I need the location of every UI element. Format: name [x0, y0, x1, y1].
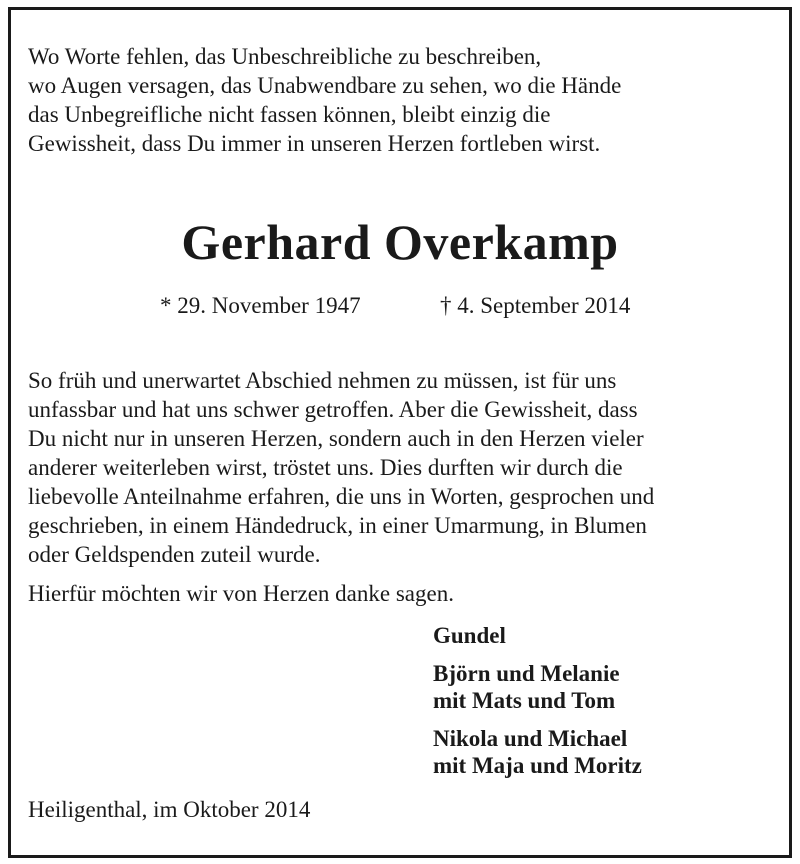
message-line: liebevolle Anteilnahme erfahren, die uns in Worten, gesprochen und: [28, 484, 655, 509]
poem-line: wo Augen versagen, das Unabwendbare zu sehen, wo die Hände: [28, 73, 622, 98]
poem-line: Wo Worte fehlen, das Unbeschreibliche zu beschreiben,: [28, 44, 542, 69]
message-line: anderer weiterleben wirst, tröstet uns. Dies durften wir durch die: [28, 455, 623, 480]
death-date: † 4. September 2014: [440, 293, 631, 318]
message-line: oder Geldspenden zuteil wurde.: [28, 542, 321, 567]
message-line: So früh und unerwartet Abschied nehmen zu müssen, ist für uns: [28, 368, 617, 393]
opening-poem: [28, 42, 768, 158]
signatures: [433, 622, 642, 790]
poem-line: Gewissheit, dass Du immer in unseren Herzen fortleben wirst.: [28, 131, 601, 156]
thank-you-message: [28, 366, 778, 569]
signature-line: Gundel: [433, 623, 506, 648]
signature-line: Björn und Melanie: [433, 661, 620, 686]
signature-line: mit Maja und Moritz: [433, 753, 642, 778]
signature-line: Nikola und Michael: [433, 726, 628, 751]
message-line: unfassbar und hat uns schwer getroffen. Aber die Gewissheit, dass: [28, 397, 638, 422]
deceased-name: Gerhard Overkamp: [181, 214, 619, 270]
signature-group: [433, 622, 642, 649]
message-line: geschrieben, in einem Händedruck, in einer Umarmung, in Blumen: [28, 513, 647, 538]
birth-date: * 29. November 1947: [160, 293, 361, 318]
message-line: Du nicht nur in unseren Herzen, sondern auch in den Herzen vieler: [28, 426, 644, 451]
place-and-date: Heiligenthal, im Oktober 2014: [28, 797, 311, 822]
signature-group: [433, 725, 642, 779]
signature-group: [433, 660, 642, 714]
poem-line: das Unbegreifliche nicht fassen können, bleibt einzig die: [28, 102, 551, 127]
signature-line: mit Mats und Tom: [433, 688, 616, 713]
thanks-line: Hierfür möchten wir von Herzen danke sagen.: [28, 581, 454, 606]
